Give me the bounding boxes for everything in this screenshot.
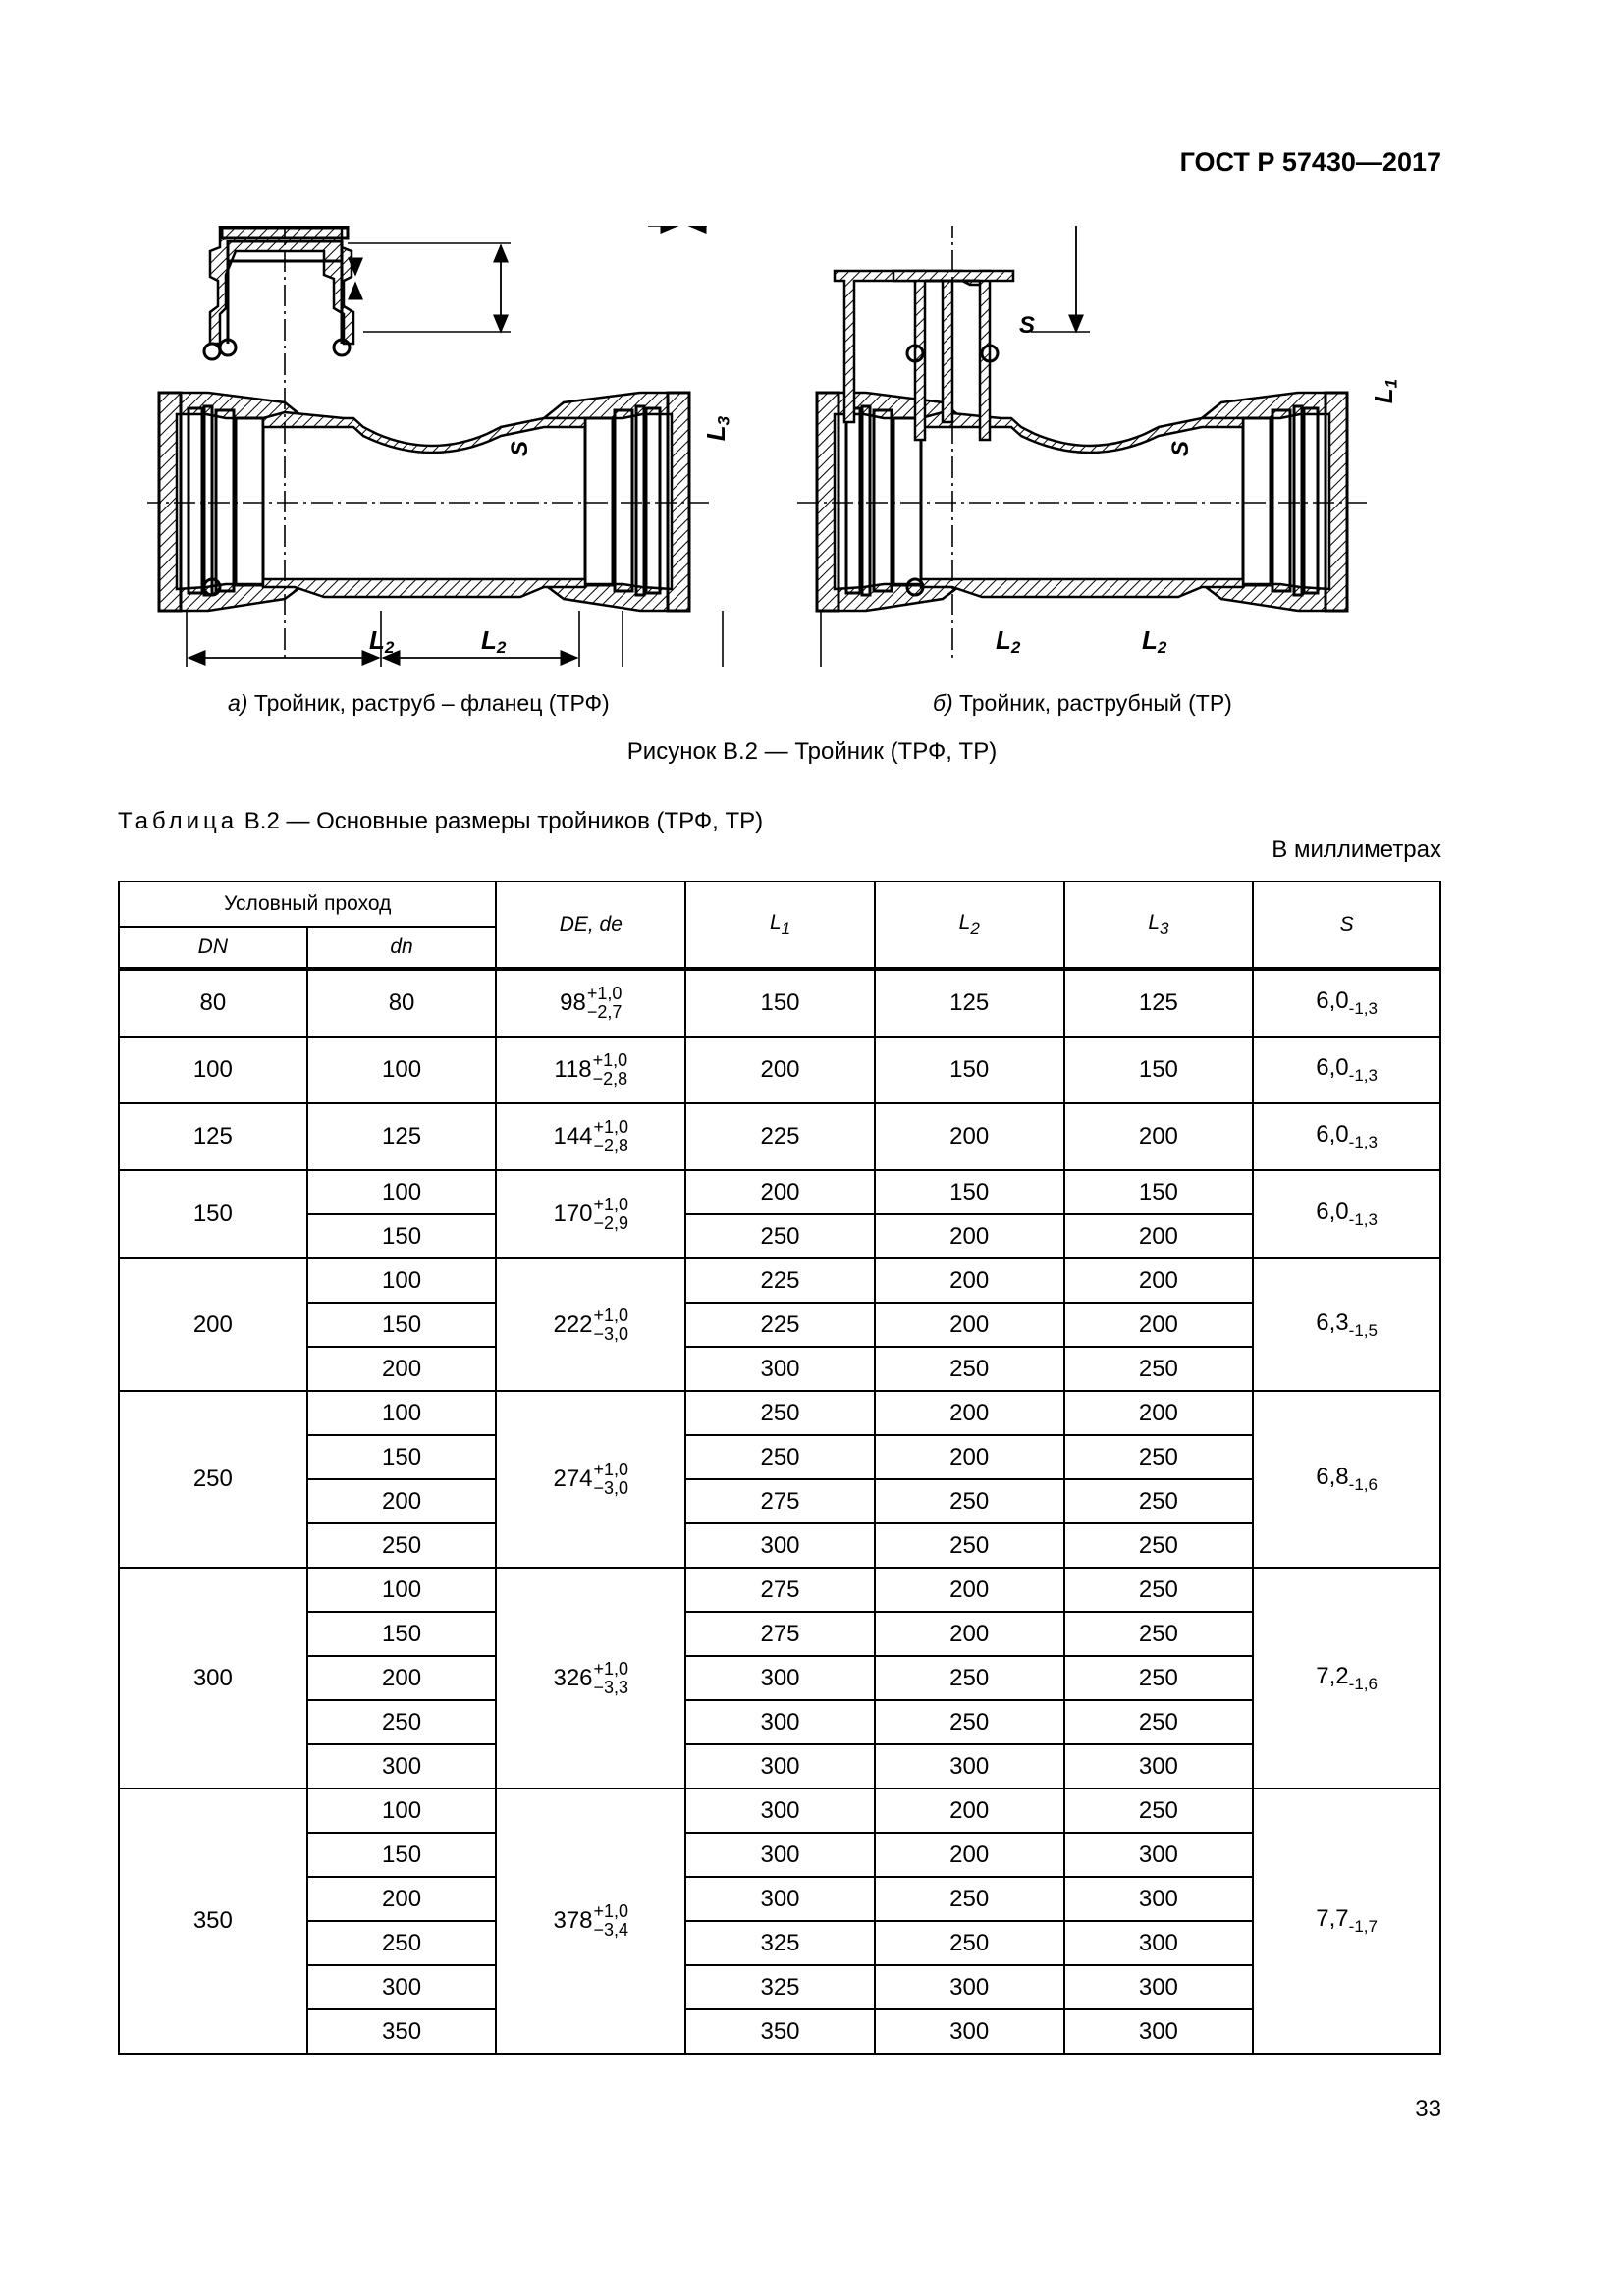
cell-l1: 300: [685, 1877, 875, 1921]
cell-l2: 200: [875, 1391, 1064, 1435]
cell-l1: 250: [685, 1214, 875, 1258]
cell-dn-lower: 250: [307, 1700, 497, 1744]
subcaption-a: а) Тройник, раструб – фланец (ТРФ): [228, 690, 610, 716]
cell-l2: 200: [875, 1214, 1064, 1258]
cell-l3: 125: [1064, 969, 1254, 1037]
table-row: [119, 1744, 1440, 1789]
header-l3: $L_3$: [1064, 881, 1254, 969]
cell-dn-lower: 150: [307, 1833, 497, 1877]
cell-dn-lower: 100: [307, 1568, 497, 1612]
cell-de: 378 +1,0 −3,4: [496, 1789, 685, 2054]
cell-l2: 200: [875, 1303, 1064, 1347]
table-row: [119, 1921, 1440, 1965]
page-number: 33: [1415, 2096, 1441, 2122]
cell-l2: 150: [875, 1037, 1064, 1103]
table-row: [119, 1037, 1440, 1103]
table-body: [119, 969, 1440, 2054]
tee-socket-drawing: [797, 226, 1367, 658]
cell-l1: 200: [685, 1170, 875, 1214]
cell-l3: 250: [1064, 1568, 1254, 1612]
cell-dn-upper: 150: [119, 1170, 307, 1258]
cell-de: 98 +1,0 −2,7: [496, 969, 685, 1037]
tee-flange-socket-drawing: [147, 226, 709, 658]
cell-dn-lower: 100: [307, 1789, 497, 1833]
cell-dn-upper: 300: [119, 1568, 307, 1789]
cell-dn-lower: 100: [307, 1170, 497, 1214]
cell-dn-lower: 100: [307, 1037, 497, 1103]
cell-l2: 300: [875, 1965, 1064, 2009]
label-s-a: S: [507, 440, 534, 457]
cell-s: $6,8_{-1,6}$: [1253, 1391, 1440, 1568]
table-row: [119, 1214, 1440, 1258]
cell-l3: 250: [1064, 1700, 1254, 1744]
cell-l2: 200: [875, 1612, 1064, 1656]
cell-l1: 275: [685, 1568, 875, 1612]
cell-l2: 150: [875, 1170, 1064, 1214]
cell-l3: 300: [1064, 1833, 1254, 1877]
cell-dn-upper: 250: [119, 1391, 307, 1568]
cell-de: 118 +1,0 −2,8: [496, 1037, 685, 1103]
table-title: Таблица В.2 — Основные размеры тройников (ТРФ, ТР): [118, 808, 764, 834]
cell-l2: 300: [875, 1744, 1064, 1789]
cell-l3: 250: [1064, 1347, 1254, 1391]
cell-l1: 200: [685, 1037, 875, 1103]
table-row: [119, 1877, 1440, 1921]
cell-dn-upper: 125: [119, 1103, 307, 1170]
cell-l2: 200: [875, 1103, 1064, 1170]
cell-l3: 200: [1064, 1103, 1254, 1170]
cell-de: 222 +1,0 −3,0: [496, 1258, 685, 1391]
cell-dn-lower: 100: [307, 1258, 497, 1303]
cell-l2: 250: [875, 1479, 1064, 1523]
cell-l3: 250: [1064, 1656, 1254, 1700]
cell-l1: 300: [685, 1656, 875, 1700]
label-l2-a-right: $L_2$: [481, 625, 507, 658]
cell-de: 170 +1,0 −2,9: [496, 1170, 685, 1258]
cell-l1: 225: [685, 1303, 875, 1347]
cell-l1: 300: [685, 1700, 875, 1744]
cell-dn-upper: 200: [119, 1258, 307, 1391]
table-row: [119, 1303, 1440, 1347]
label-l2-b-right: $L_2$: [1142, 625, 1167, 658]
cell-l1: 300: [685, 1789, 875, 1833]
label-l2-b-left: $L_2$: [996, 625, 1021, 658]
cell-l1: 350: [685, 2009, 875, 2054]
label-l1: $L_1$: [1369, 378, 1401, 404]
table-row: [119, 1170, 1440, 1214]
cell-l1: 250: [685, 1391, 875, 1435]
cell-l1: 300: [685, 1523, 875, 1568]
table-row: [119, 1700, 1440, 1744]
cell-l3: 300: [1064, 2009, 1254, 2054]
cell-s: $6,0_{-1,3}$: [1253, 1037, 1440, 1103]
label-s-branch: S: [1019, 312, 1036, 339]
table-row: [119, 1391, 1440, 1435]
cell-l2: 250: [875, 1523, 1064, 1568]
table-row: [119, 1479, 1440, 1523]
cell-dn-upper: 80: [119, 969, 307, 1037]
cell-dn-lower: 300: [307, 1744, 497, 1789]
header-s: S: [1253, 881, 1440, 969]
cell-l3: 250: [1064, 1523, 1254, 1568]
table-row: [119, 1103, 1440, 1170]
table-row: [119, 1347, 1440, 1391]
cell-de: 144 +1,0 −2,8: [496, 1103, 685, 1170]
label-s-b: S: [1167, 440, 1195, 457]
table-row: [119, 1435, 1440, 1479]
cell-l3: 200: [1064, 1258, 1254, 1303]
dimensions-table: [118, 881, 1441, 2055]
cell-s: $7,2_{-1,6}$: [1253, 1568, 1440, 1789]
cell-l1: 250: [685, 1435, 875, 1479]
table-row: [119, 1568, 1440, 1612]
cell-l3: 300: [1064, 1877, 1254, 1921]
cell-dn-lower: 350: [307, 2009, 497, 2054]
header-dn-upper: DN: [119, 927, 307, 969]
cell-dn-lower: 150: [307, 1214, 497, 1258]
table-row: [119, 1612, 1440, 1656]
header-de: DE, de: [496, 881, 685, 969]
cell-l2: 200: [875, 1258, 1064, 1303]
table-row: [119, 1833, 1440, 1877]
cell-dn-lower: 200: [307, 1347, 497, 1391]
cell-l3: 250: [1064, 1789, 1254, 1833]
cell-s: $6,0_{-1,3}$: [1253, 1170, 1440, 1258]
cell-dn-lower: 200: [307, 1479, 497, 1523]
cell-l3: 300: [1064, 1921, 1254, 1965]
cell-dn-lower: 100: [307, 1391, 497, 1435]
cell-s: $6,0_{-1,3}$: [1253, 969, 1440, 1037]
cell-l2: 250: [875, 1656, 1064, 1700]
header-l2: $L_2$: [875, 881, 1064, 969]
cell-de: 274 +1,0 −3,0: [496, 1391, 685, 1568]
table-row: [119, 1656, 1440, 1700]
header-dn-lower: dn: [307, 927, 497, 969]
table-row: [119, 1965, 1440, 2009]
cell-l3: 250: [1064, 1435, 1254, 1479]
cell-l1: 275: [685, 1479, 875, 1523]
cell-l1: 225: [685, 1258, 875, 1303]
label-l3: $L_3$: [701, 415, 733, 442]
cell-l3: 300: [1064, 1965, 1254, 2009]
cell-l2: 250: [875, 1347, 1064, 1391]
cell-s: $6,0_{-1,3}$: [1253, 1103, 1440, 1170]
cell-l2: 200: [875, 1568, 1064, 1612]
figure-caption: Рисунок В.2 — Тройник (ТРФ, ТР): [626, 738, 998, 765]
cell-l1: 275: [685, 1612, 875, 1656]
cell-dn-lower: 150: [307, 1612, 497, 1656]
cell-l1: 300: [685, 1833, 875, 1877]
cell-l3: 200: [1064, 1391, 1254, 1435]
label-l2-a-left: $L_2$: [369, 625, 395, 658]
cell-dn-lower: 200: [307, 1656, 497, 1700]
table-row: [119, 2009, 1440, 2054]
cell-l2: 250: [875, 1700, 1064, 1744]
cell-l2: 250: [875, 1877, 1064, 1921]
table-row: [119, 1523, 1440, 1568]
cell-dn-upper: 100: [119, 1037, 307, 1103]
cell-dn-lower: 125: [307, 1103, 497, 1170]
header-nominal: Условный проход: [119, 881, 496, 927]
cell-l2: 200: [875, 1833, 1064, 1877]
tee-drawings-svg: [147, 226, 1443, 736]
cell-l1: 300: [685, 1347, 875, 1391]
table-row: [119, 969, 1440, 1037]
cell-l1: 225: [685, 1103, 875, 1170]
tee-drawings: [147, 226, 1443, 736]
cell-dn-lower: 250: [307, 1523, 497, 1568]
cell-dn-lower: 300: [307, 1965, 497, 2009]
cell-dn-upper: 350: [119, 1789, 307, 2054]
cell-de: 326 +1,0 −3,3: [496, 1568, 685, 1789]
cell-l1: 325: [685, 1921, 875, 1965]
cell-dn-lower: 150: [307, 1435, 497, 1479]
cell-l3: 250: [1064, 1479, 1254, 1523]
cell-s: $6,3_{-1,5}$: [1253, 1258, 1440, 1391]
cell-s: $7,7_{-1,7}$: [1253, 1789, 1440, 2054]
table-units: В миллиметрах: [1272, 836, 1441, 863]
cell-dn-lower: 150: [307, 1303, 497, 1347]
header-l1: $L_1$: [685, 881, 875, 969]
cell-dn-lower: 250: [307, 1921, 497, 1965]
cell-l1: 300: [685, 1744, 875, 1789]
cell-l3: 250: [1064, 1612, 1254, 1656]
cell-l2: 300: [875, 2009, 1064, 2054]
table-row: [119, 1789, 1440, 1833]
cell-l3: 300: [1064, 1744, 1254, 1789]
cell-l3: 200: [1064, 1214, 1254, 1258]
subcaption-b: б) Тройник, раструбный (ТР): [933, 690, 1232, 716]
cell-l2: 200: [875, 1435, 1064, 1479]
cell-l1: 150: [685, 969, 875, 1037]
cell-dn-lower: 80: [307, 969, 497, 1037]
cell-dn-lower: 200: [307, 1877, 497, 1921]
cell-l2: 125: [875, 969, 1064, 1037]
cell-l2: 200: [875, 1789, 1064, 1833]
cell-l1: 325: [685, 1965, 875, 2009]
document-code: ГОСТ Р 57430—2017: [1179, 147, 1441, 177]
table-row: [119, 1258, 1440, 1303]
cell-l3: 150: [1064, 1170, 1254, 1214]
cell-l3: 200: [1064, 1303, 1254, 1347]
cell-l2: 250: [875, 1921, 1064, 1965]
cell-l3: 150: [1064, 1037, 1254, 1103]
